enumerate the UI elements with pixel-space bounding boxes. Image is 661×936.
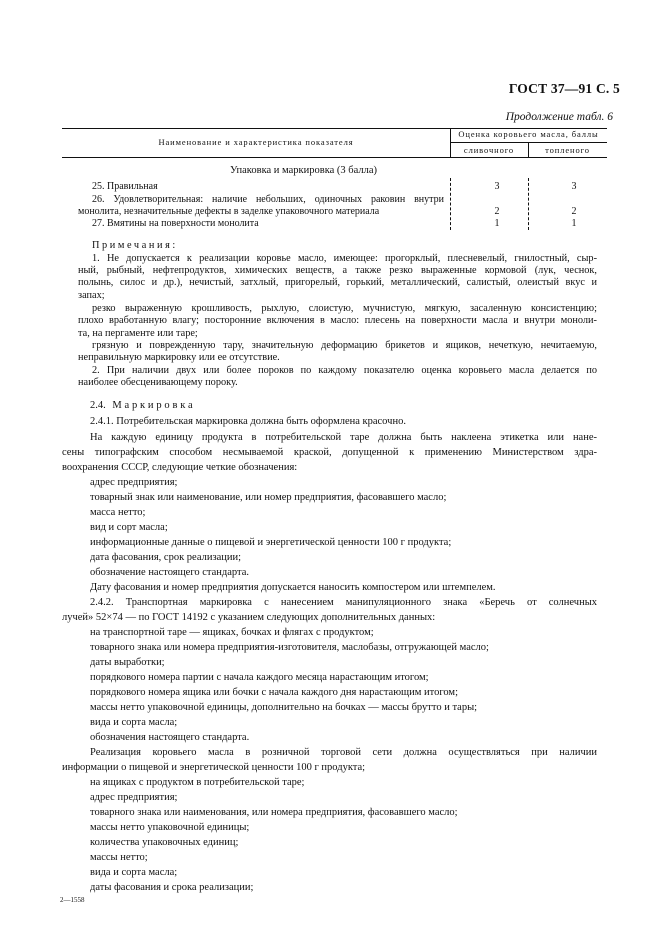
body-line: адрес предприятия; [90,792,178,803]
body-line: вида и сорта масла; [90,717,178,728]
row-label: 25. Правильная [92,181,158,192]
body-line: информационные данные о пищевой и энергетической ценности 100 г продукта; [90,537,452,548]
body-line: товарный знак или наименование, или номер предприятия, фасовавшего масло; [90,492,447,503]
body-line: вида и сорта масла; [90,867,178,878]
column-header-sweet: сливочного [463,145,515,155]
row-label: 27. Вмятины на поверхности монолита [92,218,259,229]
body-line: товарного знака или номера предприятия-изготовителя, маслобазы, отгружающей масло; [90,642,489,653]
body-line: порядкового номера партии с начала каждого месяца нарастающим итогом; [90,672,429,683]
table-body-vline-1 [450,178,451,230]
body-line: даты выработки; [90,657,165,668]
body-line: на ящиках с продуктом в потребительской таре; [90,777,305,788]
body-line: Дату фасования и номер предприятия допускается наносить компостером или штемпелем. [90,582,496,593]
body-line: адрес предприятия; [90,477,178,488]
body-line: порядкового номера ящика или бочки с начала каждого дня нарастающим итогом; [90,687,458,698]
note-line: полынь, силос и др.), нечистый, затхлый, пригорелый, горький, металлический, салистый, олеистый вкус и [78,277,597,288]
section-title: Маркировка [112,400,196,411]
body-line: массы нетто упаковочной единицы; [90,822,250,833]
note-line: грязную и поврежденную тару, значительную деформацию брикетов и ящиков, нечеткую, нечитаемую, [92,340,597,351]
note-line: наиболее обесценивающему пороку. [78,377,238,388]
body-line: сены типографским способом несмываемой краской, допущенной к применению Министерством здра- [62,447,597,458]
row-label: 26. Удовлетворительная: наличие небольших, одиночных раковин внутри [92,194,444,205]
body-line: дата фасования, срок реализации; [90,552,242,563]
column-header-score: Оценка коровьего масла, баллы [458,129,599,139]
body-line: 2.4.2. Транспортная маркировка с нанесением манипуляционного знака «Беречь от солнечных [90,597,597,608]
note-line: плохо вработанную влагу; посторонние включения в масло: плесень на поверхности масла и внутри моноли- [78,315,597,326]
section-number: 2.4. [90,400,106,411]
table-section-title: Упаковка и маркировка (3 балла) [230,165,378,176]
body-line: даты фасования и срока реализации; [90,882,254,893]
row-value-sweet: 3 [494,181,500,192]
body-line: масса нетто; [90,507,146,518]
table-body-vline-2 [528,178,529,230]
body-line: количества упаковочных единиц; [90,837,239,848]
note-line: запах; [78,290,105,301]
note-line: 1. Не допускается к реализации коровье масло, имеющее: прогорклый, плесневелый, гнилостный, сыр- [92,253,597,264]
note-line: та, на пергаменте или таре; [78,328,198,339]
row-value-sweet: 1 [494,218,500,229]
row-value-melted: 1 [571,218,577,229]
page-header: ГОСТ 37—91 С. 5 [508,81,620,96]
body-line: воохранения СССР, следующие четкие обозначения: [62,462,298,473]
body-line: 2.4.1. Потребительская маркировка должна быть оформлена красочно. [90,416,406,427]
body-line: массы нетто упаковочной единицы, дополнительно на бочках — массы брутто и тары; [90,702,478,713]
body-line: На каждую единицу продукта в потребительской таре должна быть наклеена этикетка или нане- [90,432,597,443]
table-header-bottom-rule [62,157,607,158]
body-line: информации о пищевой и энергетической ценности 100 г продукта; [62,762,366,773]
body-line: на транспортной таре — ящиках, бочках и флягах с продуктом; [90,627,374,638]
notes-title: Примечания: [92,240,178,251]
note-line: 2. При наличии двух или более пороков по каждому показателю оценка коровьего масла делается по [92,365,597,376]
section-heading [90,400,195,411]
row-value-sweet: 2 [494,206,500,217]
body-line: вид и сорт масла; [90,522,168,533]
row-label-cont: монолита, незначительные дефекты в заделке упаковочного материала [78,206,380,217]
body-line: обозначения настоящего стандарта. [90,732,250,743]
column-header-melted: топленого [545,145,590,155]
body-line: обозначение настоящего стандарта. [90,567,250,578]
row-value-melted: 2 [571,206,577,217]
print-code: 2—1558 [60,896,85,904]
note-line: ный, рыбный, нефтепродуктов, химических веществ, а также резко выраженные кормовой (лук, чеснок, [78,265,597,276]
table-continuation-label: Продолжение табл. 6 [505,111,613,123]
note-line: резко выраженную крошливость, рыхлую, слоистую, мучнистую, мягкую, засаленную консистенцию; [92,303,597,314]
column-header-name: Наименование и характеристика показателя [158,137,354,147]
body-line: массы нетто; [90,852,148,863]
body-line: товарного знака или наименования, или номера предприятия, фасовавшего масло; [90,807,458,818]
row-value-melted: 3 [571,181,577,192]
body-line: лучей» 52×74 — по ГОСТ 14192 с указанием следующих дополнительных данных: [62,612,436,623]
note-line: неправильную маркировку или ее отсутствие. [78,352,280,363]
body-line: Реализация коровьего масла в розничной торговой сети должна осуществляться при наличии [90,747,597,758]
